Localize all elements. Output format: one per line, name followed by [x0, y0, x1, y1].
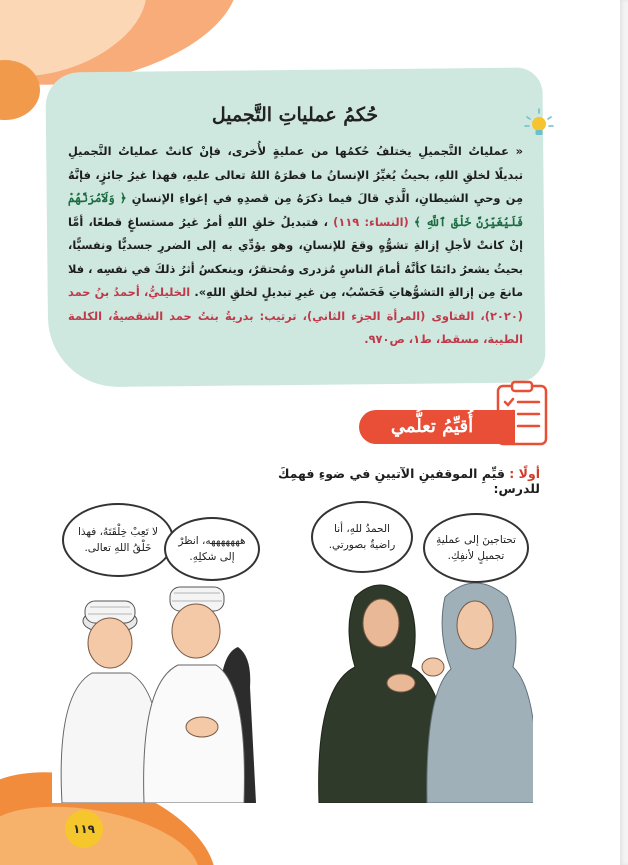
prompt-label: أولًا :	[509, 466, 540, 481]
exercise-prompt	[240, 466, 540, 496]
prompt-text: قيِّمِ الموقفينِ الآتيينِ في ضوءِ فهمِكَ للدرسِ:	[278, 466, 540, 496]
speech-bubble-right-1: الحمدُ للهِ، أنا راضيةٌ بصورتي.	[311, 501, 413, 573]
speech-bubble-left-2: هههههههه، انظرْ إلى شكلِهِ.	[164, 517, 260, 581]
verse-reference: (النساء: ١١٩)	[333, 214, 409, 229]
scene-girls-illustration	[305, 497, 533, 803]
card-body	[68, 140, 523, 352]
page-edge	[620, 0, 628, 865]
quran-verse: ﴿ وَلَآمُرَنَّهُمْ فَلَيُغَيِّرُنَّ خَلْقَ ٱللَّهِ ﴾	[68, 191, 524, 229]
page-number: ١١٩	[73, 822, 95, 836]
speech-bubble-left-1: لا تَعِبْ خِلْقَتَهُ، فهذا خَلْقُ اللهِ تعالى.	[62, 503, 174, 577]
card-paragraph-main: « عملياتُ التَّجميلِ يختلفُ حُكمُها من عمليةٍ لأُخرى، فإنْ كانتْ عملياتُ التَّجميلِ تبديلًا لخلقِ اللهِ، بحيثُ يُغيِّرُ الإنسانُ ما فطرَهُ اللهُ تعالى عليهِ، فهذا غيرُ جائزٍ، فإنَّهُ مِن وحيِ الشيطانِ، الَّذي قالَ فيما ذكرَهُ مِن قصدِهِ في إغواءِ الإنسانِ	[68, 144, 523, 205]
evaluate-banner: أُقيِّمُ تعلُّمي	[359, 410, 505, 444]
scene-boys-illustration	[52, 497, 264, 803]
lightbulb-icon	[523, 108, 555, 140]
card-paragraph-continued: ، فتبديلُ خلقِ اللهِ أمرٌ غيرُ مستساغٍ قطعًا، أمَّا إنْ كانتْ لأجلِ إزالةِ تشوُّهٍ وقعَ للإنسانِ، وهو يؤدِّي به إلى الضررِ جسديًّا ونفسيًّا، بحيثُ يشعرُ دائمًا كأنَّهُ أمامَ الناسِ مُزدرى ومُحتقرٌ، وينعكسُ أثرُ ذلكَ في نفسِه ، فلا مانعَ مِن إزالةِ التشوُّهاتِ فَحَسْبُ، مِن غيرِ تبديلٍ لخلقِ اللهِ».	[68, 214, 524, 299]
speech-bubble-right-2: تحتاجينَ إلى عمليةِ تجميلٍ لأنفِكِ.	[423, 513, 529, 583]
card-title: حُكمُ عملياتِ التَّجميل	[211, 104, 379, 126]
source-citation: الخليليُّ، أحمدُ بنُ حمد (٢٠٢٠)، الفتاوى (المرأة الجزء الثاني)، ترتيب: بدريةُ بنتُ حمد الشقصيةُ، الكلمة الطيبة، مسقط، ط١، ص٩٧٠.	[68, 285, 523, 346]
